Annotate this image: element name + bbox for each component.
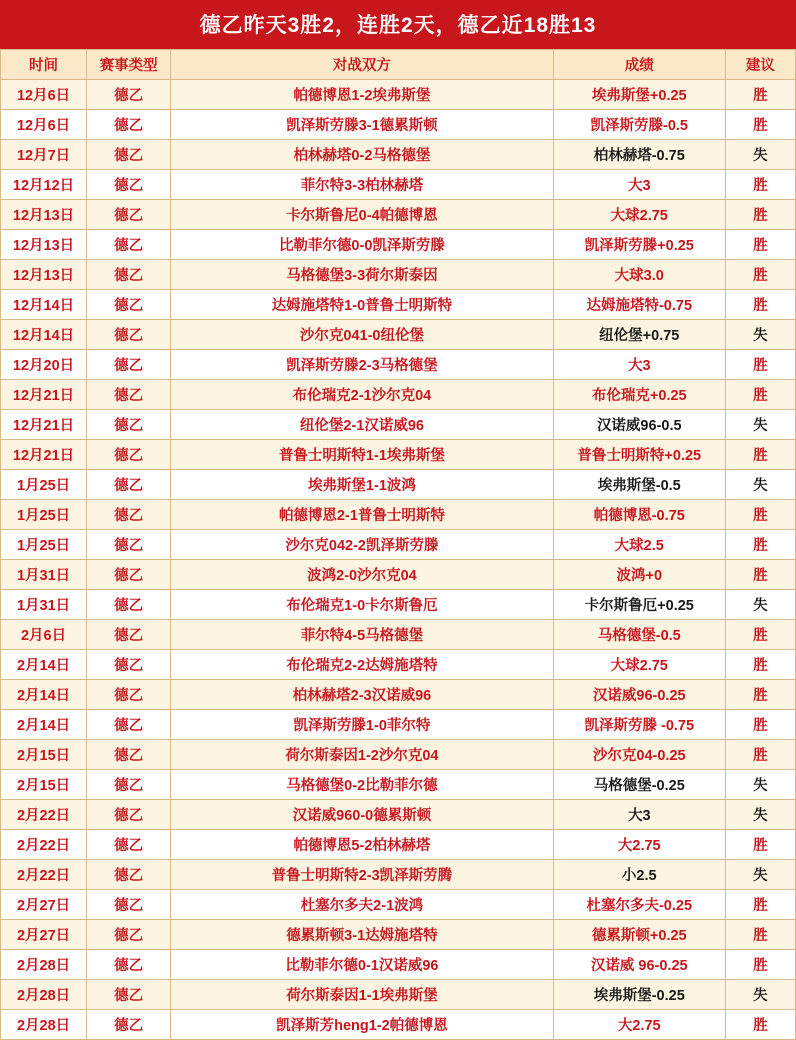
table-row [1, 470, 796, 500]
cell-advice: 胜 [725, 260, 795, 290]
cell-competition-type: 德乙 [87, 380, 171, 410]
column-header-advice: 建议 [725, 50, 795, 80]
cell-time: 12月14日 [1, 320, 87, 350]
cell-advice: 胜 [725, 530, 795, 560]
cell-score: 马格德堡-0.5 [553, 620, 725, 650]
table-row [1, 110, 796, 140]
cell-score: 杜塞尔多夫-0.25 [553, 890, 725, 920]
cell-match: 布伦瑞克2-2达姆施塔特 [171, 650, 553, 680]
cell-match: 沙尔克041-0纽伦堡 [171, 320, 553, 350]
cell-score: 达姆施塔特-0.75 [553, 290, 725, 320]
cell-competition-type: 德乙 [87, 620, 171, 650]
cell-advice: 胜 [725, 170, 795, 200]
cell-score: 纽伦堡+0.75 [553, 320, 725, 350]
cell-time: 2月15日 [1, 740, 87, 770]
cell-competition-type: 德乙 [87, 650, 171, 680]
cell-time: 2月14日 [1, 710, 87, 740]
cell-time: 1月31日 [1, 560, 87, 590]
cell-match: 普鲁士明斯特2-3凯泽斯劳腾 [171, 860, 553, 890]
cell-competition-type: 德乙 [87, 980, 171, 1010]
table-row [1, 770, 796, 800]
cell-match: 达姆施塔特1-0普鲁士明斯特 [171, 290, 553, 320]
cell-score: 小2.5 [553, 860, 725, 890]
cell-score: 柏林赫塔-0.75 [553, 140, 725, 170]
cell-match: 德累斯顿3-1达姆施塔特 [171, 920, 553, 950]
cell-competition-type: 德乙 [87, 260, 171, 290]
table-row [1, 590, 796, 620]
cell-competition-type: 德乙 [87, 320, 171, 350]
cell-score: 埃弗斯堡-0.25 [553, 980, 725, 1010]
cell-competition-type: 德乙 [87, 560, 171, 590]
cell-time: 2月22日 [1, 800, 87, 830]
cell-advice: 胜 [725, 740, 795, 770]
table-row [1, 950, 796, 980]
table-row [1, 500, 796, 530]
page-title: 德乙昨天3胜2，连胜2天，德乙近18胜13 [0, 0, 796, 49]
cell-score: 大球2.5 [553, 530, 725, 560]
cell-match: 荷尔斯泰因1-1埃弗斯堡 [171, 980, 553, 1010]
cell-time: 1月25日 [1, 470, 87, 500]
cell-competition-type: 德乙 [87, 770, 171, 800]
table-row [1, 890, 796, 920]
cell-advice: 失 [725, 410, 795, 440]
cell-time: 12月13日 [1, 230, 87, 260]
cell-competition-type: 德乙 [87, 530, 171, 560]
table-header-row [1, 50, 796, 80]
cell-time: 12月21日 [1, 410, 87, 440]
cell-advice: 胜 [725, 950, 795, 980]
cell-score: 埃弗斯堡+0.25 [553, 80, 725, 110]
cell-advice: 失 [725, 140, 795, 170]
cell-time: 1月25日 [1, 500, 87, 530]
cell-score: 凯泽斯劳滕 -0.75 [553, 710, 725, 740]
cell-time: 2月15日 [1, 770, 87, 800]
cell-time: 2月22日 [1, 860, 87, 890]
table-row [1, 350, 796, 380]
cell-score: 汉诺威96-0.5 [553, 410, 725, 440]
cell-advice: 胜 [725, 920, 795, 950]
table-row [1, 260, 796, 290]
cell-advice: 胜 [725, 200, 795, 230]
cell-advice: 胜 [725, 710, 795, 740]
cell-competition-type: 德乙 [87, 860, 171, 890]
cell-score: 大3 [553, 170, 725, 200]
cell-match: 波鸿2-0沙尔克04 [171, 560, 553, 590]
table-row [1, 650, 796, 680]
column-header-time: 时间 [1, 50, 87, 80]
cell-match: 布伦瑞克2-1沙尔克04 [171, 380, 553, 410]
cell-time: 12月13日 [1, 200, 87, 230]
cell-score: 大球2.75 [553, 650, 725, 680]
cell-advice: 胜 [725, 440, 795, 470]
table-row [1, 200, 796, 230]
cell-time: 12月14日 [1, 290, 87, 320]
cell-score: 大3 [553, 800, 725, 830]
cell-match: 荷尔斯泰因1-2沙尔克04 [171, 740, 553, 770]
cell-score: 大3 [553, 350, 725, 380]
cell-score: 汉诺威 96-0.25 [553, 950, 725, 980]
cell-match: 普鲁士明斯特1-1埃弗斯堡 [171, 440, 553, 470]
cell-match: 柏林赫塔2-3汉诺威96 [171, 680, 553, 710]
cell-competition-type: 德乙 [87, 920, 171, 950]
cell-score: 凯泽斯劳滕+0.25 [553, 230, 725, 260]
cell-match: 布伦瑞克1-0卡尔斯鲁厄 [171, 590, 553, 620]
cell-match: 柏林赫塔0-2马格德堡 [171, 140, 553, 170]
cell-match: 杜塞尔多夫2-1波鸿 [171, 890, 553, 920]
cell-time: 12月7日 [1, 140, 87, 170]
cell-score: 大2.75 [553, 830, 725, 860]
table-row [1, 920, 796, 950]
cell-match: 比勒菲尔德0-0凯泽斯劳滕 [171, 230, 553, 260]
cell-advice: 失 [725, 770, 795, 800]
cell-time: 2月27日 [1, 920, 87, 950]
column-header-score: 成绩 [553, 50, 725, 80]
table-row [1, 290, 796, 320]
cell-competition-type: 德乙 [87, 500, 171, 530]
cell-score: 汉诺威96-0.25 [553, 680, 725, 710]
table-row [1, 980, 796, 1010]
cell-advice: 胜 [725, 350, 795, 380]
cell-match: 凯泽斯劳滕2-3马格德堡 [171, 350, 553, 380]
cell-advice: 失 [725, 800, 795, 830]
cell-advice: 胜 [725, 500, 795, 530]
cell-competition-type: 德乙 [87, 290, 171, 320]
cell-time: 2月28日 [1, 950, 87, 980]
cell-match: 菲尔特4-5马格德堡 [171, 620, 553, 650]
cell-advice: 胜 [725, 680, 795, 710]
table-header [1, 50, 796, 80]
cell-advice: 胜 [725, 650, 795, 680]
cell-competition-type: 德乙 [87, 170, 171, 200]
cell-match: 帕德博恩1-2埃弗斯堡 [171, 80, 553, 110]
cell-time: 12月21日 [1, 380, 87, 410]
cell-match: 帕德博恩5-2柏林赫塔 [171, 830, 553, 860]
cell-advice: 失 [725, 980, 795, 1010]
cell-score: 沙尔克04-0.25 [553, 740, 725, 770]
cell-competition-type: 德乙 [87, 710, 171, 740]
cell-match: 汉诺威960-0德累斯顿 [171, 800, 553, 830]
cell-match: 马格德堡0-2比勒菲尔德 [171, 770, 553, 800]
cell-advice: 胜 [725, 1010, 795, 1040]
cell-advice: 失 [725, 320, 795, 350]
cell-time: 12月21日 [1, 440, 87, 470]
cell-time: 2月27日 [1, 890, 87, 920]
cell-competition-type: 德乙 [87, 470, 171, 500]
cell-match: 比勒菲尔德0-1汉诺威96 [171, 950, 553, 980]
table-row [1, 80, 796, 110]
cell-competition-type: 德乙 [87, 440, 171, 470]
cell-time: 12月6日 [1, 110, 87, 140]
cell-competition-type: 德乙 [87, 950, 171, 980]
cell-score: 布伦瑞克+0.25 [553, 380, 725, 410]
table-row [1, 410, 796, 440]
cell-competition-type: 德乙 [87, 80, 171, 110]
cell-time: 12月13日 [1, 260, 87, 290]
cell-time: 2月6日 [1, 620, 87, 650]
cell-advice: 胜 [725, 290, 795, 320]
cell-competition-type: 德乙 [87, 230, 171, 260]
table-row [1, 230, 796, 260]
cell-score: 凯泽斯劳滕-0.5 [553, 110, 725, 140]
table-row [1, 830, 796, 860]
cell-match: 沙尔克042-2凯泽斯劳滕 [171, 530, 553, 560]
cell-time: 2月14日 [1, 680, 87, 710]
cell-competition-type: 德乙 [87, 200, 171, 230]
cell-advice: 胜 [725, 230, 795, 260]
cell-time: 2月28日 [1, 980, 87, 1010]
cell-advice: 胜 [725, 890, 795, 920]
table-row [1, 740, 796, 770]
cell-score: 波鸿+0 [553, 560, 725, 590]
cell-advice: 胜 [725, 110, 795, 140]
table-row [1, 680, 796, 710]
cell-time: 12月12日 [1, 170, 87, 200]
cell-competition-type: 德乙 [87, 410, 171, 440]
table-row [1, 320, 796, 350]
cell-time: 2月22日 [1, 830, 87, 860]
cell-advice: 胜 [725, 380, 795, 410]
cell-advice: 胜 [725, 560, 795, 590]
cell-competition-type: 德乙 [87, 140, 171, 170]
cell-time: 1月25日 [1, 530, 87, 560]
table-row [1, 530, 796, 560]
column-header-type: 赛事类型 [87, 50, 171, 80]
cell-score: 大球2.75 [553, 200, 725, 230]
table-row [1, 170, 796, 200]
column-header-match: 对战双方 [171, 50, 553, 80]
table-row [1, 860, 796, 890]
table-row [1, 1010, 796, 1040]
cell-advice: 胜 [725, 830, 795, 860]
cell-competition-type: 德乙 [87, 890, 171, 920]
table-row [1, 380, 796, 410]
cell-match: 卡尔斯鲁尼0-4帕德博恩 [171, 200, 553, 230]
cell-time: 1月31日 [1, 590, 87, 620]
cell-advice: 胜 [725, 80, 795, 110]
cell-score: 大球3.0 [553, 260, 725, 290]
cell-advice: 失 [725, 470, 795, 500]
table-body [1, 80, 796, 1040]
cell-score: 马格德堡-0.25 [553, 770, 725, 800]
cell-match: 菲尔特3-3柏林赫塔 [171, 170, 553, 200]
cell-score: 帕德博恩-0.75 [553, 500, 725, 530]
cell-time: 2月28日 [1, 1010, 87, 1040]
cell-match: 帕德博恩2-1普鲁士明斯特 [171, 500, 553, 530]
cell-score: 普鲁士明斯特+0.25 [553, 440, 725, 470]
table-row [1, 710, 796, 740]
cell-advice: 胜 [725, 620, 795, 650]
cell-match: 马格德堡3-3荷尔斯泰因 [171, 260, 553, 290]
cell-advice: 失 [725, 860, 795, 890]
cell-time: 2月14日 [1, 650, 87, 680]
cell-match: 凯泽斯劳滕1-0菲尔特 [171, 710, 553, 740]
cell-competition-type: 德乙 [87, 1010, 171, 1040]
cell-time: 12月6日 [1, 80, 87, 110]
cell-competition-type: 德乙 [87, 110, 171, 140]
cell-competition-type: 德乙 [87, 800, 171, 830]
table-row [1, 140, 796, 170]
cell-score: 埃弗斯堡-0.5 [553, 470, 725, 500]
table-row [1, 800, 796, 830]
cell-competition-type: 德乙 [87, 680, 171, 710]
cell-match: 埃弗斯堡1-1波鸿 [171, 470, 553, 500]
cell-time: 12月20日 [1, 350, 87, 380]
cell-competition-type: 德乙 [87, 590, 171, 620]
cell-score: 德累斯顿+0.25 [553, 920, 725, 950]
cell-match: 纽伦堡2-1汉诺威96 [171, 410, 553, 440]
cell-competition-type: 德乙 [87, 830, 171, 860]
match-results-table [0, 49, 796, 1040]
cell-competition-type: 德乙 [87, 350, 171, 380]
cell-match: 凯泽斯劳滕3-1德累斯顿 [171, 110, 553, 140]
table-row [1, 440, 796, 470]
cell-competition-type: 德乙 [87, 740, 171, 770]
cell-advice: 失 [725, 590, 795, 620]
table-row [1, 560, 796, 590]
cell-score: 卡尔斯鲁厄+0.25 [553, 590, 725, 620]
cell-score: 大2.75 [553, 1010, 725, 1040]
cell-match: 凯泽斯芳heng1-2帕德博恩 [171, 1010, 553, 1040]
table-row [1, 620, 796, 650]
